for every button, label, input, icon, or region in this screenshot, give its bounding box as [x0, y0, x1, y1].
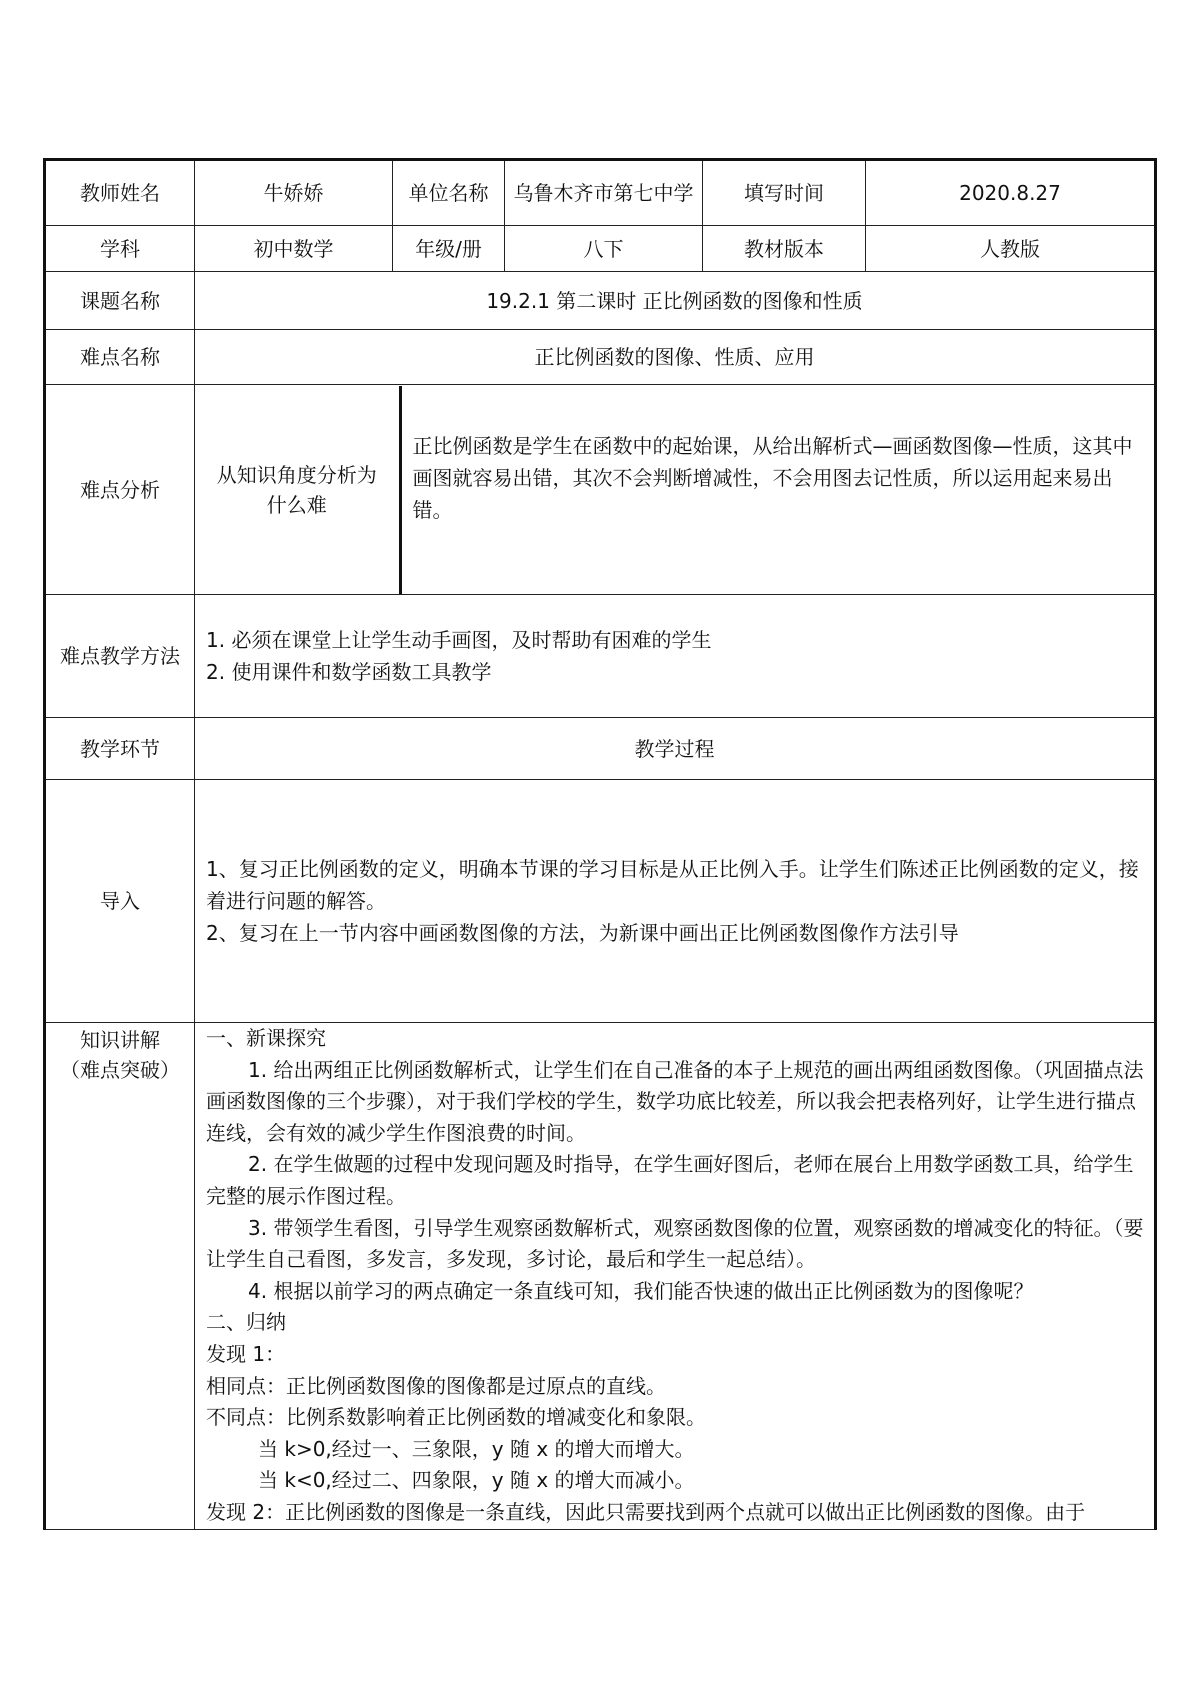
step-item: 3. 带领学生看图，引导学生观察函数解析式，观察函数图像的位置，观察函数的增减变化的特征。（要让学生自己看图，多发言，多发现，多讨论，最后和学生一起总结）。 [206, 1215, 1144, 1272]
edition-label: 教材版本 [703, 226, 866, 272]
topic-value: 19.2.1 第二课时 正比例函数的图像和性质 [195, 272, 1156, 330]
section-title: 二、归纳 [206, 1310, 286, 1335]
methods-list [195, 595, 1156, 718]
case-positive: 当 k>0,经过一、三象限，y 随 x 的增大而增大。 [258, 1436, 695, 1461]
intro-line: 1、复习正比例函数的定义，明确本节课的学习目标是从正比例入手。让学生们陈述正比例函数的定义，接着进行问题的解答。 [206, 857, 1139, 913]
analysis-text: 正比例函数是学生在函数中的起始课，从给出解析式—画函数图像—性质，这其中画图就容易出错，其次不会判断增减性，不会用图去记性质，所以运用起来易出错。 [412, 433, 1133, 522]
intro-line: 2、复习在上一节内容中画函数图像的方法，为新课中画出正比例函数图像作方法引导 [206, 921, 959, 945]
method-item: 1. 必须在课堂上让学生动手画图，及时帮助有困难的学生 [206, 628, 712, 652]
analysis-inner [195, 386, 1154, 594]
subject-value: 初中数学 [195, 226, 393, 272]
header-row-2 [45, 226, 1156, 272]
unit-label: 单位名称 [393, 160, 505, 226]
methods-label: 难点教学方法 [45, 595, 195, 718]
unit-value: 乌鲁木齐市第七中学 [505, 160, 703, 226]
case-negative: 当 k<0,经过二、四象限，y 随 x 的增大而减小。 [258, 1468, 695, 1493]
section-title: 一、新课探究 [206, 1026, 326, 1050]
intro-label: 导入 [45, 780, 195, 1023]
intro-text [195, 780, 1156, 1023]
step-item: 1. 给出两组正比例函数解析式，让学生们在自己准备的本子上规范的画出两组函数图像。（巩固描点法画函数图像的三个步骤），对于我们学校的学生，数学功底比较差，所以我会把表格列好，让学生进行描点连线，会有效的减少学生作图浪费的时间。 [206, 1057, 1144, 1145]
process-header-row [45, 718, 1156, 780]
step-item: 4. 根据以前学习的两点确定一条直线可知，我们能否快速的做出正比例函数为的图像呢？ [248, 1278, 1034, 1303]
knowledge-label [45, 1023, 195, 1530]
knowledge-label-line2: （难点突破） [60, 1058, 180, 1082]
teacher-value: 牛娇娇 [195, 160, 393, 226]
knowledge-body [195, 1023, 1156, 1530]
finding-1: 发现 1： [206, 1341, 286, 1366]
analysis-row [45, 385, 1156, 595]
grade-label: 年级/册 [393, 226, 505, 272]
edition-value: 人教版 [866, 226, 1156, 272]
grade-value: 八下 [505, 226, 703, 272]
difficulty-value: 正比例函数的图像、性质、应用 [195, 330, 1156, 385]
intro-row [45, 780, 1156, 1023]
step-item: 2. 在学生做题的过程中发现问题及时指导，在学生画好图后，老师在展台上用数学函数工具，给学生完整的展示作图过程。 [206, 1152, 1134, 1208]
difficulty-row [45, 330, 1156, 385]
same-point: 相同点：正比例函数图像的图像都是过原点的直线。 [206, 1373, 666, 1398]
teacher-label: 教师姓名 [45, 160, 195, 226]
analysis-label: 难点分析 [45, 385, 195, 595]
lesson-plan-table [43, 158, 1157, 1530]
subject-label: 学科 [45, 226, 195, 272]
knowledge-row [45, 1023, 1156, 1530]
fill-time-label: 填写时间 [703, 160, 866, 226]
diff-point: 不同点：比例系数影响着正比例函数的增减变化和象限。 [206, 1405, 706, 1430]
finding-2: 发现 2：正比例函数的图像是一条直线，因此只需要找到两个点就可以做出正比例函数的图像。由于 [206, 1499, 1086, 1524]
process-label: 教学环节 [45, 718, 195, 780]
header-row-1 [45, 160, 1156, 226]
method-item: 2. 使用课件和数学函数工具教学 [206, 660, 492, 684]
topic-label: 课题名称 [45, 272, 195, 330]
knowledge-label-line1: 知识讲解 [80, 1028, 160, 1052]
difficulty-label: 难点名称 [45, 330, 195, 385]
analysis-sub-label: 从知识角度分析为什么难 [195, 386, 400, 594]
methods-row [45, 595, 1156, 718]
topic-row [45, 272, 1156, 330]
fill-time-value: 2020.8.27 [866, 160, 1156, 226]
process-value: 教学过程 [195, 718, 1156, 780]
